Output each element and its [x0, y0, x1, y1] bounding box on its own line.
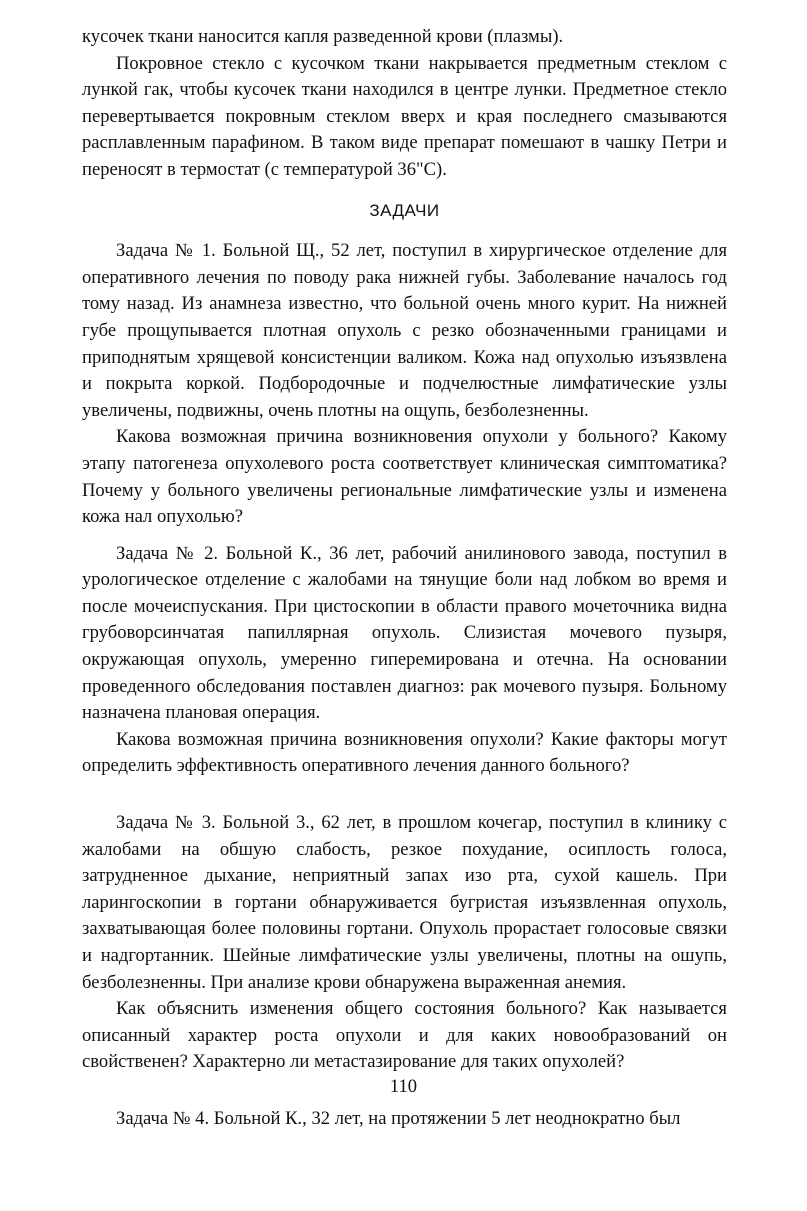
task-1-case: Задача № 1. Больной Щ., 52 лет, поступил в хирургическое отделение для оперативного лечения по поводу рака нижней губы. Заболевание началось год тому назад. Из анамнеза известно, что больной очень много курит. На нижней губе прощупывается плотная опухоль с резко обозначенными границами и приподнятым хрящевой консистенции валиком. Кожа над опухолью изъязвлена и покрыта коркой. Подбородочные и подчелюстные лимфатические узлы увеличены, подвижны, очень плотны на ощупь, безболезненны.: [82, 240, 727, 421]
task-2-questions: Какова возможная причина возникновения опухоли? Какие факторы могут определить эффективность оперативного лечения данного больного?: [82, 728, 727, 777]
section-title: ЗАДАЧИ: [369, 200, 440, 220]
task-1-questions: Какова возможная причина возникновения опухоли у больного? Какому этапу патогенеза опухолевого роста соответствует клиническая симптоматика? Почему у больного увеличены региональные лимфатические узлы и изменена кожа нал опухолью?: [82, 426, 727, 528]
intro-paragraph-2: Покровное стекло с кусочком ткани накрывается предметным стеклом с лункой гак, чтобы кусочек ткани находился в центре лунки. Предметное стекло перевертывается покровным стеклом вверх и края последнего смазываются расплавленным парафином. В таком виде препарат помешают в чашку Петри и переносят в термостат (с температурой 36"С).: [82, 52, 727, 180]
task-3-case: Задача № 3. Больной 3., 62 лет, в прошлом кочегар, поступил в клинику с жалобами на обшую слабость, резкое похудание, осиплость голоса, затрудненное дыхание, неприятный запах изо рта, сухой кашель. При ларингоскопии в гортани обнаруживается бугристая изъязвленная опухоль, захватывающая более половины гортани. Опухоль прорастает голосовые связки и надгортанник. Шейные лимфатические узлы увеличены, плотны на ошупь, безболезненны. При анализе крови обнаружена выраженная анемия.: [82, 812, 727, 993]
intro-paragraph-1: кусочек ткани наносится капля разведенной крови (плазмы).: [82, 26, 564, 47]
task-4: [82, 1106, 727, 1133]
task-2: [82, 541, 727, 780]
task-4-case: Задача № 4. Больной К., 32 лет, на протяжении 5 лет неоднократно был: [116, 1107, 681, 1129]
task-2-case: Задача № 2. Больной К., 36 лет, рабочий анилинового завода, поступил в урологическое отделение с жалобами на тянущие боли над лобком во время и после мочеиспускания. При цистоскопии в области правого мочеточника видна грубоворсинчатая папиллярная опухоль. Слизистая мочевого пузыря, окружающая опухоль, умеренно гиперемирована и отечна. На основании проведенного обследования поставлен диагноз: рак мочевого пузыря. Больному назначена плановая операция.: [82, 542, 727, 724]
task-1: [82, 238, 727, 531]
task-3-questions: Как объяснить изменения общего состояния больного? Как называется описанный характер роста опухоли и для каких новообразований он свойственен? Характерно ли метастазирование для таких опухолей?: [82, 998, 727, 1073]
page-number: 110: [389, 1076, 418, 1097]
task-3: [82, 810, 727, 1076]
